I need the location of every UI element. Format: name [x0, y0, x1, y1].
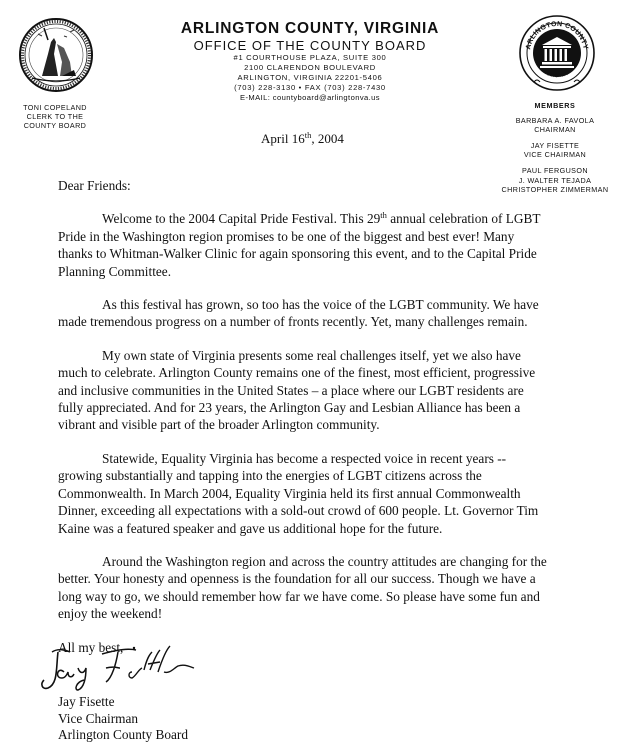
clerk-block	[4, 103, 106, 130]
members-heading: MEMBERS	[534, 101, 576, 110]
date-month-day: April 16	[261, 131, 305, 146]
date-suffix: th	[304, 130, 312, 140]
signer-title: Vice Chairman	[58, 710, 139, 726]
member-role: VICE CHAIRMAN	[523, 150, 587, 160]
signer-name: Jay Fisette	[58, 694, 115, 709]
member-name: PAUL FERGUSON	[522, 165, 588, 175]
member-role: CHAIRMAN	[534, 125, 576, 135]
member-name: CHRISTOPHER ZIMMERMAN	[501, 185, 609, 195]
closing: All my best,	[58, 639, 124, 655]
phone-fax-line: (703) 228-3130 • FAX (703) 228-7430	[234, 83, 386, 92]
clerk-name: TONI COPELAND	[23, 103, 87, 112]
signer-org: Arlington County Board	[58, 727, 189, 743]
paragraph-4: Statewide, Equality Virginia has become a respected voice in recent years -- growing substantially and tapping into the energies of LGBT citizens across the Commonwealth. In March 2004, Equality Virginia held its first annual Commonwealth Dinner, exceeding all expectations with a sold-out crowd of 600 people. Lt. Governor Tim Kaine was a featured speaker and gave us additional hope for the future.	[58, 450, 539, 536]
letter-date	[261, 131, 344, 147]
paragraph-5: Around the Washington region and across the country attitudes are changing for the better. Your honesty and openness is the foundation for all our success. Though we have a long way to go, we should remember how far we have come. So please have some fun and enjoy the weekend!	[58, 553, 547, 622]
seal-ring-bottom-text: VIRGINIA	[545, 71, 569, 80]
member-name: JAY FISETTE	[530, 140, 580, 150]
paragraph-3: My own state of Virginia presents some real challenges itself, yet we also have much to celebrate. Arlington County remains one of the finest, most efficient, progressive and inclusive communities in the United States – a place where our LGBT residents are fully appreciated. And for 23 years, the Arlington Gay and Lesbian Alliance has been a vibrant and visible part of the broader Arlington community.	[58, 347, 536, 433]
email-label: E-MAIL:	[240, 93, 271, 102]
email-address[interactable]: countyboard@arlingtonva.us	[272, 93, 380, 102]
signer-block	[58, 694, 188, 744]
seal-ring-top-text: ARLINGTON COUNTY	[525, 20, 589, 51]
paragraph-1-sup: th	[380, 210, 387, 221]
handwritten-signature-icon	[36, 638, 216, 696]
letterhead	[140, 20, 480, 103]
virginia-state-seal-icon	[18, 14, 94, 96]
paragraph-1	[58, 210, 550, 280]
date-year: , 2004	[311, 131, 344, 146]
address-line-2: 2100 CLARENDON BOULEVARD	[244, 63, 376, 72]
paragraph-1-text-a: Welcome to the 2004 Capital Pride Festival. This 29	[102, 211, 381, 227]
email-line	[140, 93, 480, 103]
county-title: ARLINGTON COUNTY, VIRGINIA	[180, 20, 440, 37]
office-name: OFFICE OF THE COUNTY BOARD	[193, 38, 427, 53]
arlington-county-seal-icon	[518, 12, 596, 94]
clerk-title-line2: COUNTY BOARD	[23, 121, 87, 130]
paragraph-1-text-b: annual celebration of LGBT Pride in the Washington region promises to be one of the biggest and best ever! Many thanks to Whitman-Walker Clinic for again sponsoring this event, and to the Capital Pride Planning Committee.	[58, 211, 541, 279]
salutation: Dear Friends:	[58, 178, 131, 193]
paragraph-2: As this festival has grown, so too has the voice of the LGBT community. We have made tremendous progress on a number of fronts recently. Yet, many challenges remain.	[58, 297, 539, 330]
address-line-3: ARLINGTON, VIRGINIA 22201-5406	[237, 73, 383, 82]
member-name: J. WALTER TEJADA	[518, 175, 592, 185]
letter-body	[58, 177, 550, 656]
address-line-1: #1 COURTHOUSE PLAZA, SUITE 300	[233, 53, 387, 62]
member-name: BARBARA A. FAVOLA	[515, 115, 595, 125]
clerk-title-line1: CLERK TO THE	[26, 112, 84, 121]
